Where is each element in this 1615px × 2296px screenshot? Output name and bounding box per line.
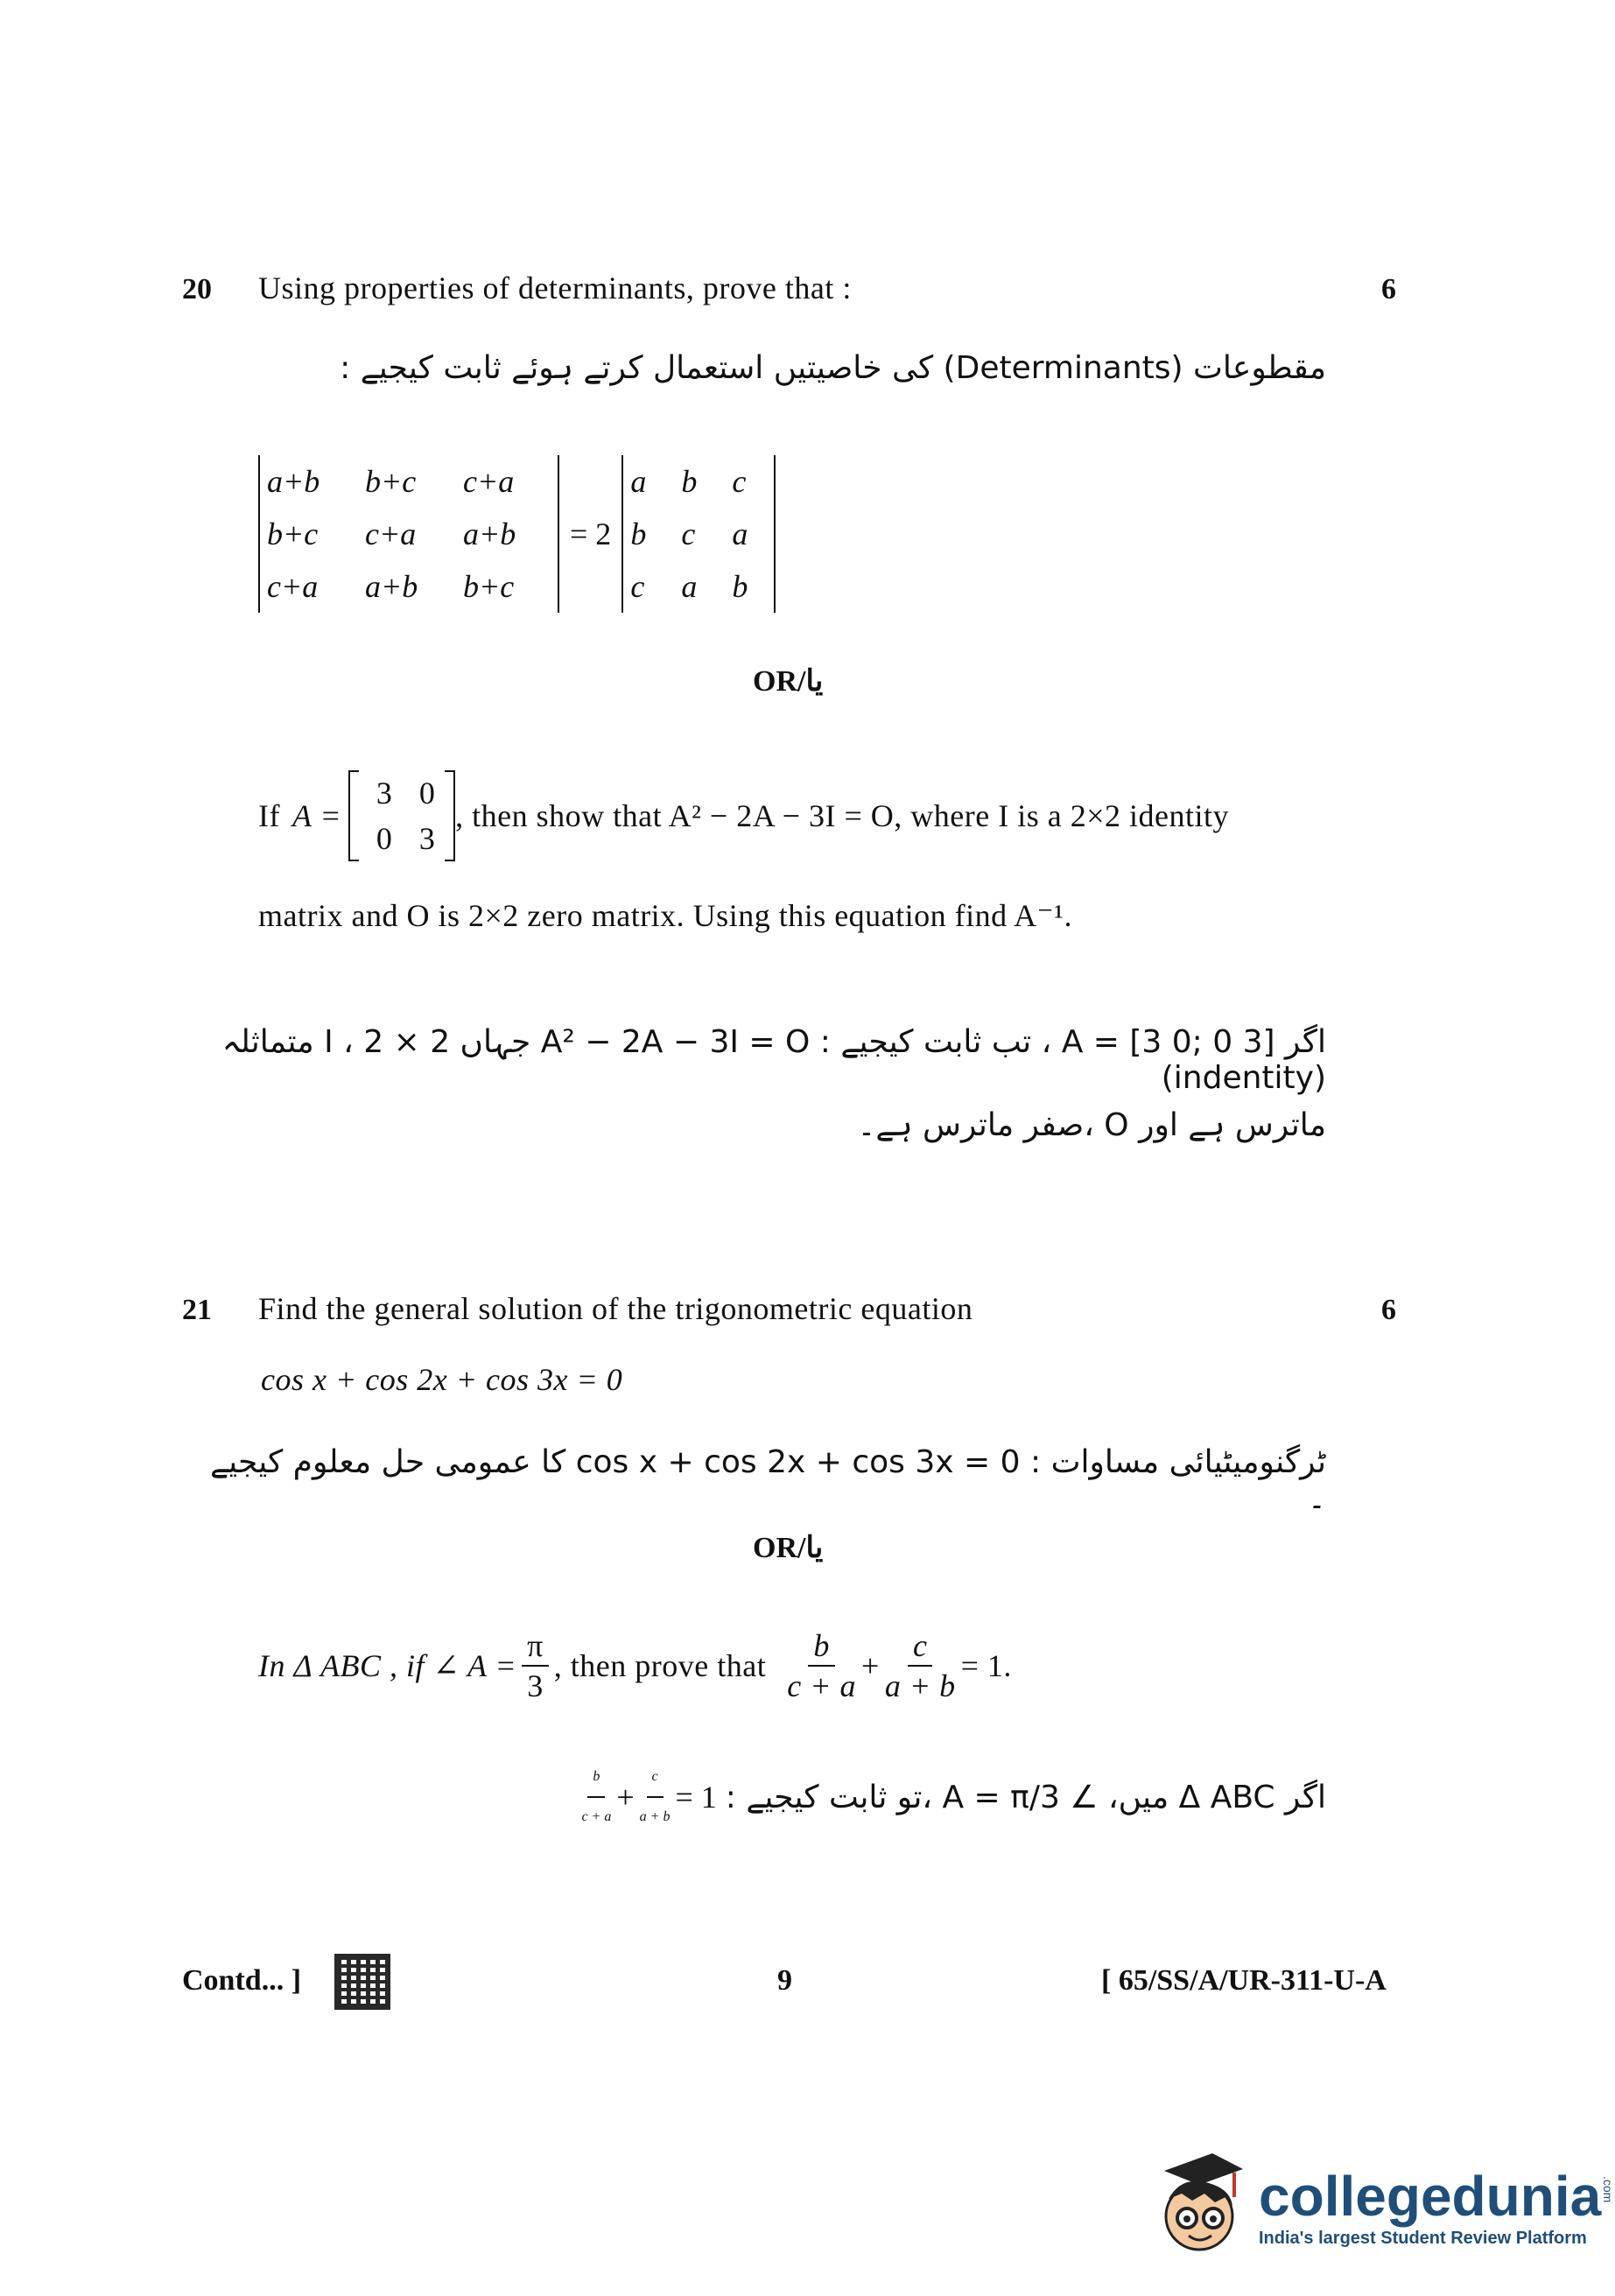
plus-sign: +: [616, 1780, 635, 1815]
question-marks: 6: [1381, 273, 1396, 305]
alternative-question-line1: [258, 770, 1229, 861]
matrix-cell: b: [681, 464, 698, 499]
matrix-a: [348, 770, 455, 861]
alternative-question-line2: matrix and O is 2×2 zero matrix. Using this equation find A⁻¹.: [258, 898, 1072, 933]
fraction-b: [581, 1759, 611, 1835]
page-number: 9: [777, 1964, 792, 1997]
matrix-cell: a: [732, 516, 748, 551]
question-text-urdu: ٹرگنومیٹیائی مساوات : cos x + cos 2x + cos 3x = 0 کا عمومی حل معلوم کیجیے ۔: [210, 1444, 1326, 1516]
matrix-cell: a+b: [463, 516, 516, 551]
logo-name: collegedunia: [1259, 2164, 1602, 2228]
trig-equation: cos x + cos 2x + cos 3x = 0: [261, 1362, 623, 1397]
question-marks: 6: [1381, 1294, 1396, 1326]
determinant-equation: [258, 455, 776, 613]
fraction-denominator: a + b: [884, 1668, 956, 1703]
result: = 1.: [960, 1648, 1012, 1683]
paper-code: [ 65/SS/A/UR-311-U-A: [1101, 1964, 1387, 1997]
alt-a-equals: A =: [291, 798, 342, 833]
fraction-numerator: c: [647, 1759, 664, 1798]
fraction-c: [640, 1759, 671, 1835]
matrix-cell: a+b: [267, 464, 320, 499]
fraction-denominator: c + a: [787, 1668, 857, 1703]
matrix-cell: 3: [376, 776, 393, 811]
fraction-numerator: π: [522, 1628, 549, 1667]
question-text-urdu: مقطوعات (Determinants) کی خاصیتیں استعمال کرتے ہوئے ثابت کیجیے :: [340, 350, 1326, 386]
student-mascot-icon: [1147, 2145, 1252, 2267]
qr-code-icon: [334, 1954, 390, 2010]
fraction-b: [787, 1628, 856, 1703]
matrix-cell: b: [732, 569, 748, 604]
matrix-cell: c+a: [267, 569, 319, 604]
alternative-question-urdu: [576, 1759, 1326, 1835]
collegedunia-logo: [1147, 2145, 1615, 2267]
question-number: 21: [182, 1294, 212, 1326]
determinant-left: [258, 455, 559, 613]
equals-two: = 2: [570, 516, 612, 551]
alt-if: If: [258, 798, 280, 833]
matrix-cell: a: [681, 569, 698, 604]
matrix-cell: c: [681, 516, 696, 551]
determinant-right: [621, 455, 776, 613]
matrix-cell: a: [630, 464, 647, 499]
alt-pre: In Δ ABC , if ∠ A =: [258, 1648, 517, 1683]
fraction-numerator: b: [587, 1759, 605, 1798]
alt-line1-rest: , then show that A² − 2A − 3I = O, where I is a 2×2 identity: [455, 798, 1230, 833]
matrix-cell: b+c: [267, 516, 319, 551]
matrix-cell: b+c: [365, 464, 417, 499]
matrix-cell: b: [630, 516, 647, 551]
question-number: 20: [182, 273, 212, 305]
matrix-cell: a+b: [365, 569, 418, 604]
matrix-cell: 3: [418, 821, 436, 856]
pi-over-three: [522, 1628, 549, 1703]
fraction-denominator: 3: [527, 1668, 544, 1703]
matrix-cell: 0: [376, 821, 393, 856]
alt-urdu-text: اگر Δ ABC میں، ∠ A = π/3 ،تو ثابت کیجیے :: [725, 1779, 1326, 1815]
alternative-question: [258, 1628, 1012, 1703]
question-text: Using properties of determinants, prove that :: [258, 270, 852, 305]
contd-label: Contd... ]: [182, 1964, 302, 1997]
matrix-cell: c+a: [365, 516, 417, 551]
logo-tagline: India's largest Student Review Platform: [1259, 2228, 1587, 2248]
question-text: Find the general solution of the trigonometric equation: [258, 1291, 973, 1326]
fraction-denominator: a + b: [639, 1809, 671, 1824]
matrix-cell: 0: [418, 776, 436, 811]
alternative-question-urdu-line1: اگر A = [3 0; 0 3] ، تب ثابت کیجیے : A² − 2A − 3I = O جہاں I ، 2 × 2 متماثلہ (indentity): [221, 1024, 1326, 1096]
fraction-numerator: b: [808, 1628, 835, 1667]
matrix-cell: c+a: [463, 464, 515, 499]
fraction-c: [885, 1628, 956, 1703]
alternative-question-urdu-line2: ماترس ہے اور O ،صفر ماترس ہے۔: [857, 1107, 1326, 1143]
logo-dotcom: .com: [1601, 2175, 1615, 2202]
fraction-numerator: c: [908, 1628, 932, 1667]
plus-sign: +: [861, 1648, 880, 1683]
result: = 1: [675, 1780, 717, 1815]
or-separator: OR/یا: [753, 1532, 824, 1564]
or-separator: OR/یا: [753, 665, 824, 698]
alt-mid: , then prove that: [553, 1648, 767, 1683]
matrix-cell: b+c: [463, 569, 515, 604]
matrix-cell: c: [630, 569, 645, 604]
fraction-denominator: c + a: [581, 1809, 612, 1824]
matrix-cell: c: [732, 464, 747, 499]
